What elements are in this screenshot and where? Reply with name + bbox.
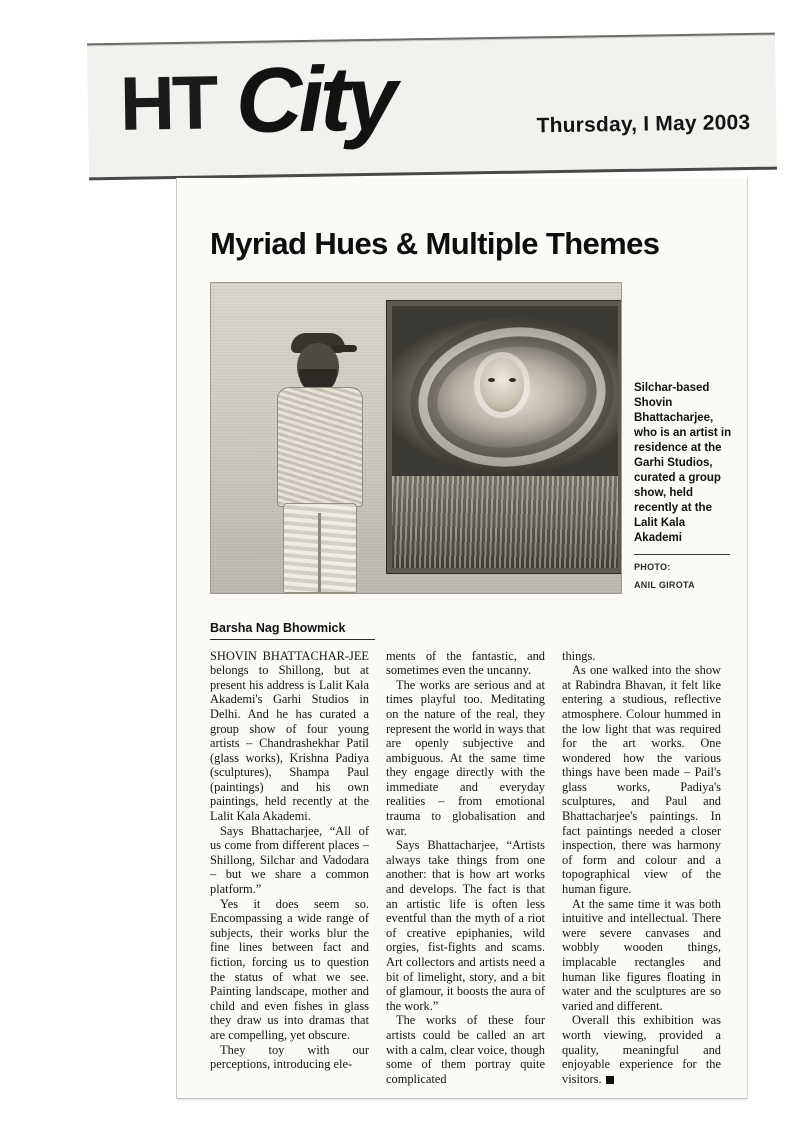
photo-artist-figure	[267, 325, 385, 593]
painting-textured-base	[392, 476, 618, 568]
painting-face-motif	[480, 358, 524, 412]
article-byline: Barsha Nag Bhowmick	[210, 620, 346, 635]
end-of-article-mark	[606, 1076, 614, 1084]
article-photo-block	[210, 282, 732, 607]
article-photo	[210, 282, 622, 594]
article-headline: Myriad Hues & Multiple Themes	[210, 225, 660, 261]
photo-caption-column	[634, 282, 734, 592]
article-column-1	[210, 649, 369, 1087]
masthead-date: Thursday, I May 2003	[536, 111, 751, 138]
photo-credit-label: PHOTO:	[634, 561, 671, 572]
paragraph-final-text: Overall this exhibition was worth viewing, provided a quality, meaningful and enjoyable experience for the visitors.	[562, 1013, 721, 1086]
photo-caption: Silchar-based Shovin Bhattacharjee, who is an artist in residence at the Garhi Studios, curated a group show, held recently at the Lalit Kala Akademi	[634, 381, 732, 544]
article-column-2	[386, 649, 545, 1087]
paragraph: The works of these four artists could be called an art with a calm, clear voice, though some of them portray quite complicated	[386, 1013, 545, 1086]
article-page	[176, 178, 748, 1099]
paragraph: The works are serious and at times playful too. Meditating on the nature of the real, they represent the world in ways that are openly subjective and ambiguous. At the same time they engage directly with the immediate and everyday realities – from emotional trauma to globalisation and war.	[386, 677, 545, 838]
paragraph: Says Bhattacharjee, “All of us come from different places – Shillong, Silchar and Vadodara – but we share a common platform.”	[210, 823, 369, 897]
paragraph: They toy with our perceptions, introducing ele-	[210, 1042, 369, 1072]
paragraph: Yes it does seem so. Encompassing a wide range of subjects, their works blur the fine lines between fact and fiction, forcing us to question the status of what we see. Painting landscape, mother and child and even fishes in glass they draw us into dramas that are compelling, yet obscure.	[210, 896, 369, 1042]
artist-trousers	[283, 503, 357, 593]
article-body-columns	[210, 649, 722, 1087]
newspaper-masthead	[87, 33, 777, 181]
masthead-logo-city: City	[235, 47, 395, 153]
byline-wrapper	[210, 621, 375, 640]
paragraph-final	[562, 1013, 721, 1086]
paragraph: SHOVIN BHATTACHAR-JEE belongs to Shillong, but at present his address is Lalit Kala Akademi's Garhi Studios in Delhi. And he has curated a group show of four young artists – Chandrashekhar Patil (glass works), Krishna Padiya (sculptures), Shampa Paul (paintings) and his own paintings, held recently at the Lalit Kala Akademi.	[210, 648, 369, 824]
painting-canvas	[392, 306, 618, 568]
masthead-logo-ht: HT	[119, 65, 219, 143]
artist-kurta	[277, 387, 363, 507]
photo-credit-name: ANIL GIROTA	[634, 579, 695, 590]
paragraph: ments of the fantastic, and sometimes even the uncanny.	[386, 648, 545, 678]
article-column-3	[562, 649, 721, 1087]
paragraph: At the same time it was both intuitive and intellectual. There were severe canvases and wobbly wooden things, implacable rectangles and human like figures floating in water and the sculptures are so varied and different.	[562, 896, 721, 1013]
photo-framed-painting	[387, 301, 622, 573]
paragraph: Says Bhattacharjee, “Artists always take things from one another: that is how art works and develops. The fact is that an artistic life is often less eventful than the myth of a riot of creative epiphanies, wild orgies, fist-fights and scams. Art collectors and artists need a bit of limelight, story, and a bit of glamour, it boosts the aura of the work.”	[386, 838, 545, 1013]
paragraph: things.	[562, 648, 596, 663]
paragraph: As one walked into the show at Rabindra Bhavan, it felt like entering a studious, reflective atmosphere. Colour hummed in the low light that was required for the art works. One wondered how the various things have been made – Pail's glass works, Padiya's sculptures, and Paul and Bhattacharjee's paintings. In fact paintings needed a closer inspection, there was harmony of form and colour and a topographical view of the human figure.	[562, 663, 721, 897]
